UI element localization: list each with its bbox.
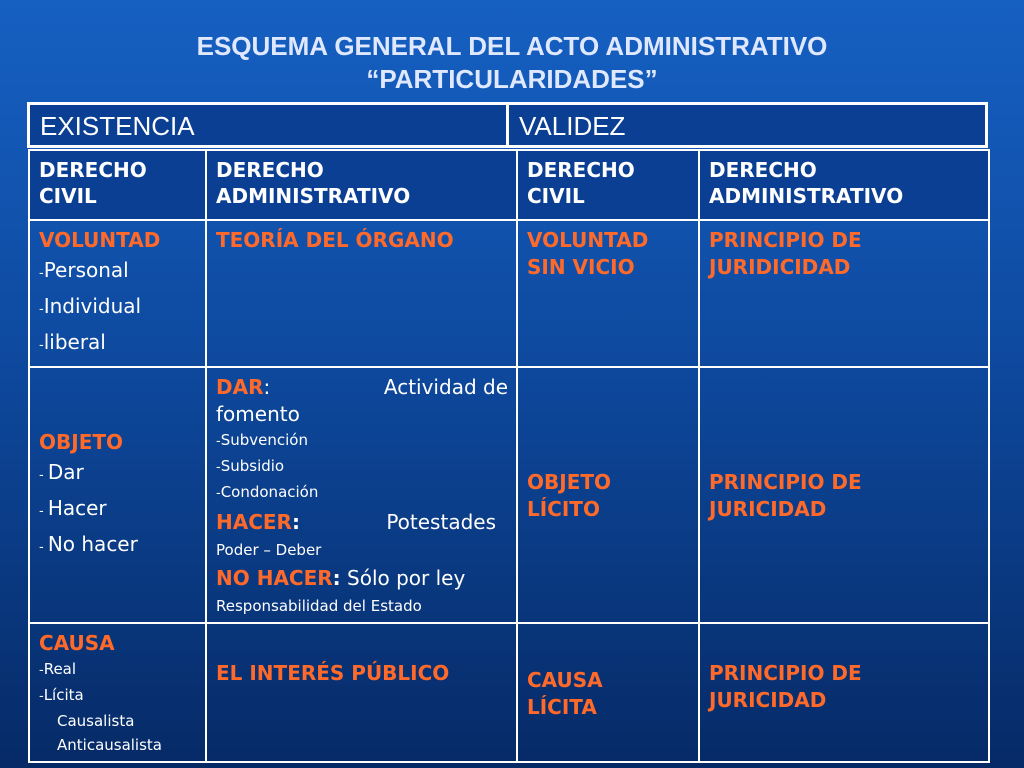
cell-objeto-licito: OBJETO LÍCITO: [517, 367, 699, 623]
col-header-derecho-civil-2: DERECHO CIVIL: [517, 150, 699, 220]
title-line-2: “PARTICULARIDADES”: [366, 64, 658, 94]
cell-principio-juricidad-2: PRINCIPIO DE JURICIDAD: [699, 367, 989, 623]
header-existencia: EXISTENCIA: [40, 111, 195, 141]
list-item: -liberal: [39, 330, 106, 354]
cell-voluntad: VOLUNTAD -Personal -Individual -liberal: [29, 220, 206, 367]
cell-interes-publico: EL INTERÉS PÚBLICO: [206, 623, 517, 762]
list-item: -Subvención: [216, 431, 308, 449]
col-header-derecho-administrativo-2: DERECHO ADMINISTRATIVO: [699, 150, 989, 220]
list-item: - Dar: [39, 459, 84, 484]
list-item: - Hacer: [39, 495, 107, 520]
cell-principio-juridicidad: PRINCIPIO DE JURIDICIDAD: [699, 220, 989, 367]
header-row: [27, 102, 988, 148]
list-item: -Subsidio: [216, 457, 285, 475]
col-header-derecho-civil-1: DERECHO CIVIL: [29, 150, 206, 220]
list-item: -Lícita: [39, 686, 84, 704]
cell-voluntad-sin-vicio: VOLUNTAD SIN VICIO: [517, 220, 699, 367]
cell-causa-licita: CAUSA LÍCITA: [517, 623, 699, 762]
cell-objeto: OBJETO - Dar - Hacer - No hacer: [29, 367, 206, 623]
list-item: -Condonación: [216, 483, 319, 501]
particularidades-table: [28, 149, 990, 763]
column-header-row: [29, 150, 989, 220]
list-item: -Personal: [39, 258, 129, 282]
list-item: - No hacer: [39, 531, 138, 556]
title-line-1: ESQUEMA GENERAL DEL ACTO ADMINISTRATIVO: [196, 31, 828, 61]
slide-title: [0, 30, 1024, 96]
cell-causa: CAUSA -Real -Lícita Causalista Anticausalista: [29, 623, 206, 762]
row-causa: [29, 623, 989, 762]
cell-principio-juricidad-3: PRINCIPIO DE JURICIDAD: [699, 623, 989, 762]
list-item: -Real: [39, 660, 77, 678]
header-validez: VALIDEZ: [506, 105, 985, 145]
row-objeto: [29, 367, 989, 623]
cell-dar-hacer: DAR: Actividad de fomento -Subvención -Subsidio -Condonación HACER: Potestades Poder – Deber NO HACER: Sólo por ley Responsabilidad del Estado: [206, 367, 517, 623]
cell-teoria-organo: TEORÍA DEL ÓRGANO: [206, 220, 517, 367]
row-voluntad: [29, 220, 989, 367]
col-header-derecho-administrativo-1: DERECHO ADMINISTRATIVO: [206, 150, 517, 220]
list-item: -Individual: [39, 294, 142, 318]
